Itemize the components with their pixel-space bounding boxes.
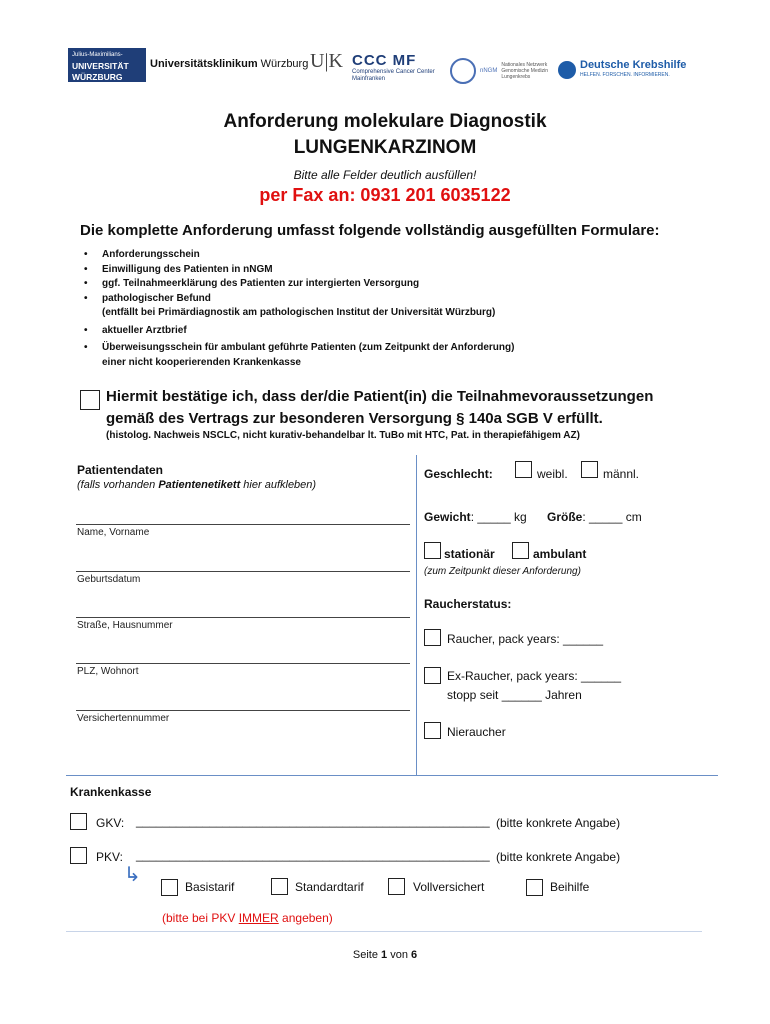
weight-row	[424, 510, 527, 524]
confirm-checkbox[interactable]	[80, 390, 100, 410]
list-item	[80, 341, 514, 370]
gkv-label: GKV:	[96, 816, 125, 830]
female-label: weibl.	[537, 467, 568, 481]
female-checkbox[interactable]	[515, 461, 532, 478]
page-title: Anforderung molekulare Diagnostik	[223, 111, 547, 132]
list-item-text: ggf. Teilnahmeerklärung des Patienten zur intergierten Versorgung	[102, 278, 420, 289]
footer-pre: Seite	[352, 949, 382, 961]
height-row	[547, 510, 642, 524]
klinikum-logo-rest: Würzburg	[257, 58, 309, 70]
list-item-text: Anforderungsschein	[102, 249, 200, 260]
city-field[interactable]	[76, 663, 410, 664]
uni-logo-line1: UNIVERSITÄT	[72, 61, 129, 71]
name-label: Name, Vorname	[77, 527, 150, 538]
pkv-note-emphasis: IMMER	[238, 911, 279, 925]
weight-label: Gewicht	[424, 510, 471, 524]
inpatient-checkbox[interactable]	[424, 542, 441, 559]
height-label: Größe	[547, 510, 583, 524]
basistarif-checkbox[interactable]	[161, 879, 178, 896]
bullet-icon: •	[84, 278, 88, 289]
birthdate-field[interactable]	[76, 571, 410, 572]
patient-hint-post: hier aufkleben)	[240, 479, 317, 491]
smoker-label: Raucher, pack years: ______	[447, 632, 604, 646]
nngm-logo-short: nNGM	[480, 68, 498, 74]
requirements-list	[80, 248, 514, 370]
beihilfe-checkbox[interactable]	[526, 879, 543, 896]
patient-data-title: Patientendaten	[77, 463, 164, 477]
dkh-logo	[558, 60, 686, 80]
section-divider	[66, 775, 718, 776]
pkv-note-post: angeben)	[278, 911, 333, 925]
vollversichert-label: Vollversichert	[413, 880, 485, 894]
confirm-text-line2: gemäß des Vertrags zur besonderen Versorgung § 140a SGB V erfüllt.	[106, 410, 603, 427]
nngm-logo	[450, 58, 561, 84]
insurance-title: Krankenkasse	[70, 785, 152, 799]
list-item-text: Einwilligung des Patienten in nNGM	[102, 263, 273, 275]
male-label: männl.	[603, 467, 640, 481]
footer-total: 6	[411, 949, 418, 961]
pkv-input[interactable]: _____________________________________________________	[136, 848, 490, 862]
dkh-emblem-icon	[558, 61, 576, 79]
cccm-logo	[352, 52, 435, 83]
pkv-hint: (bitte konkrete Angabe)	[496, 850, 621, 864]
street-field[interactable]	[76, 617, 410, 618]
male-checkbox[interactable]	[581, 461, 598, 478]
requirements-intro: Die komplette Anforderung umfasst folgende vollständig ausgefüllten Formulare:	[80, 222, 660, 239]
column-divider	[416, 455, 417, 775]
stopped-since: stopp seit ______ Jahren	[447, 688, 582, 702]
standardtarif-checkbox[interactable]	[271, 878, 288, 895]
outpatient-checkbox[interactable]	[512, 542, 529, 559]
gender-label: Geschlecht:	[424, 467, 493, 481]
birthdate-label: Geburtsdatum	[77, 574, 141, 585]
confirm-text-line1: Hiermit bestätige ich, dass der/die Patient(in) die Teilnahmevoraussetzungen	[106, 388, 654, 405]
patient-hint-bold: Patientenetikett	[158, 479, 241, 491]
klinikum-logo	[150, 58, 308, 70]
ex-smoker-checkbox[interactable]	[424, 667, 441, 684]
list-item	[80, 263, 514, 278]
list-item-note: (entfällt bei Primärdiagnostik am pathologischen Institut der Universität Würzburg)	[102, 307, 496, 318]
basistarif-label: Basistarif	[185, 880, 235, 894]
gkv-hint: (bitte konkrete Angabe)	[496, 816, 621, 830]
pkv-note-pre: (bitte bei PKV	[162, 911, 239, 925]
bullet-icon: •	[84, 324, 88, 336]
list-item	[80, 292, 514, 321]
time-note: (zum Zeitpunkt dieser Anforderung)	[424, 566, 581, 577]
pkv-note	[162, 911, 333, 925]
list-item	[80, 324, 514, 339]
beihilfe-label: Beihilfe	[550, 880, 590, 894]
bottom-divider	[66, 931, 702, 932]
page-subtitle: LUNGENKARZINOM	[293, 137, 477, 158]
fill-hint: Bitte alle Felder deutlich ausfüllen!	[293, 168, 477, 182]
bullet-icon: •	[84, 249, 88, 260]
name-field[interactable]	[76, 524, 410, 525]
weight-input[interactable]: : _____ kg	[470, 510, 527, 524]
pkv-checkbox[interactable]	[70, 847, 87, 864]
footer-page: 1	[381, 949, 388, 961]
list-item	[80, 277, 514, 292]
inpatient-label: stationär	[444, 547, 495, 561]
uni-logo-top: Julius-Maximilians-	[72, 52, 123, 58]
university-logo	[68, 48, 146, 82]
vollversichert-checkbox[interactable]	[388, 878, 405, 895]
uk-logo: U|K	[310, 50, 343, 72]
list-item-text: aktueller Arztbrief	[102, 324, 187, 336]
dkh-logo-tagline: HELFEN. FORSCHEN. INFORMIEREN.	[580, 72, 670, 78]
smoker-checkbox[interactable]	[424, 629, 441, 646]
insurance-number-label: Versichertennummer	[77, 713, 170, 724]
height-input[interactable]: : _____ cm	[582, 510, 642, 524]
fax-number: per Fax an: 0931 201 6035122	[259, 185, 511, 205]
footer-mid: von	[387, 949, 411, 961]
bullet-icon: •	[84, 342, 88, 353]
cccm-logo-title: CCC MF	[352, 52, 417, 69]
logo-bar	[68, 40, 708, 92]
gkv-checkbox[interactable]	[70, 813, 87, 830]
uni-logo-line2: WÜRZBURG	[72, 72, 123, 82]
nngm-emblem-icon	[450, 58, 476, 84]
patient-hint-pre: (falls vorhanden	[77, 479, 159, 491]
list-item-text: Überweisungsschein für ambulant geführte Patienten (zum Zeitpunkt der Anforderung)	[102, 342, 515, 353]
confirm-criteria: (histolog. Nachweis NSCLC, nicht kurativ-behandelbar lt. TuBo mit HTC, Pat. in therapiefähigem AZ)	[106, 430, 580, 441]
gkv-input[interactable]: _____________________________________________________	[136, 814, 490, 828]
smoker-status-label: Raucherstatus:	[424, 597, 512, 611]
nngm-logo-text: Nationales Netzwerk Genomische Medizin Lungenkrebs	[501, 62, 549, 80]
pkv-label: PKV:	[96, 850, 123, 864]
non-smoker-label: Nieraucher	[447, 725, 506, 739]
street-label: Straße, Hausnummer	[77, 620, 173, 631]
standardtarif-label: Standardtarif	[295, 880, 364, 894]
bullet-icon: •	[84, 292, 88, 304]
outpatient-label: ambulant	[533, 547, 587, 561]
cccm-logo-sub2: Mainfranken	[352, 76, 386, 82]
list-item	[80, 248, 514, 263]
non-smoker-checkbox[interactable]	[424, 722, 441, 739]
ex-smoker-label: Ex-Raucher, pack years: ______	[447, 669, 622, 683]
page-footer	[0, 949, 770, 961]
list-item-note: einer nicht kooperierenden Krankenkasse	[102, 356, 301, 368]
klinikum-logo-bold: Universitätsklinikum	[150, 58, 258, 70]
city-label: PLZ, Wohnort	[77, 666, 139, 677]
list-item-text: pathologischer Befund	[102, 292, 211, 304]
insurance-number-field[interactable]	[76, 710, 410, 711]
patient-label-hint	[77, 479, 316, 491]
arrow-icon: ↳	[124, 864, 141, 886]
bullet-icon: •	[84, 263, 88, 275]
cccm-logo-sub1: Comprehensive Cancer Center	[352, 69, 435, 75]
dkh-logo-name: Deutsche Krebshilfe	[580, 59, 687, 71]
